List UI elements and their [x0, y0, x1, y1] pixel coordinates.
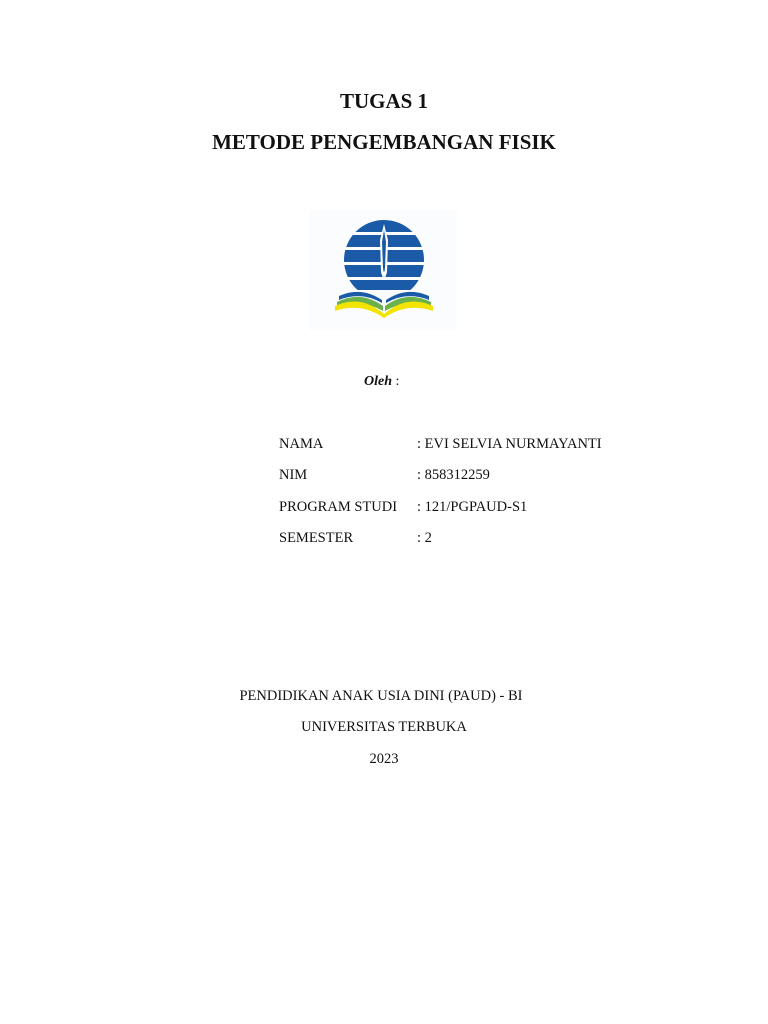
globe-icon — [339, 220, 429, 304]
footer-program: PENDIDIKAN ANAK USIA DINI (PAUD) - BI — [239, 688, 523, 704]
info-value-nim: : 858312259 — [417, 467, 490, 483]
universitas-terbuka-logo-icon — [309, 210, 457, 330]
footer-year: 2023 — [369, 751, 399, 767]
oleh-label: Oleh — [364, 374, 392, 389]
info-label-nim: NIM — [279, 467, 308, 483]
document-title: TUGAS 1 — [339, 89, 429, 113]
document-subtitle: METODE PENGEMBANGAN FISIK — [212, 130, 556, 154]
info-value-semester: : 2 — [417, 530, 432, 546]
info-value-nama: : EVI SELVIA NURMAYANTI — [417, 436, 602, 452]
footer-university: UNIVERSITAS TERBUKA — [301, 719, 467, 735]
info-label-semester: SEMESTER — [279, 530, 354, 546]
oleh-colon: : — [392, 374, 400, 389]
university-logo — [309, 210, 457, 330]
info-label-program-studi: PROGRAM STUDI — [279, 499, 398, 515]
info-value-program-studi: : 121/PGPAUD-S1 — [417, 499, 528, 515]
author-heading — [364, 373, 399, 391]
info-label-nama: NAMA — [279, 436, 324, 452]
